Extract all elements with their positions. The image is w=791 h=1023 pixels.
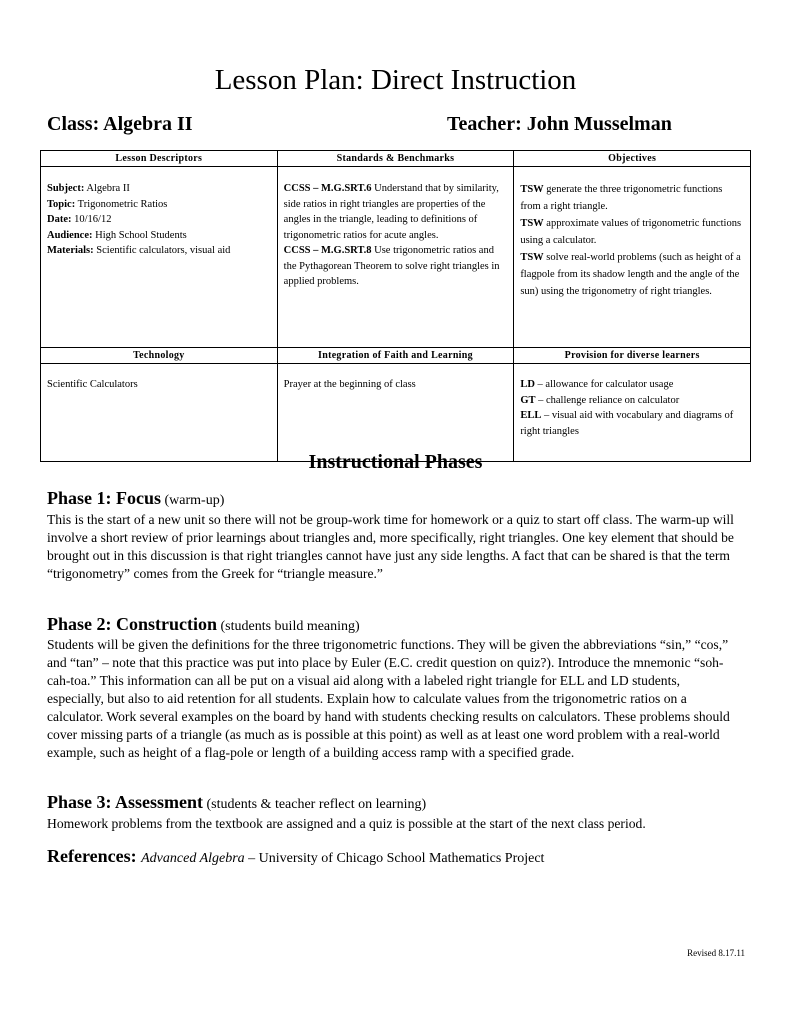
phase-1-heading [47, 488, 224, 509]
technology-cell: Scientific Calculators [41, 364, 278, 462]
teacher-label: Teacher: John Musselman [447, 113, 672, 135]
revised-date: Revised 8.17.11 [687, 948, 745, 958]
cell-value: solve real-world problems (such as height of a flagpole from its shadow length and the angle of the sun) using the trigonometry of right triangles. [520, 252, 741, 297]
cell-line [47, 181, 271, 197]
header-standards: Standards & Benchmarks [277, 151, 514, 167]
cell-line [47, 197, 271, 213]
header-technology: Technology [41, 348, 278, 364]
cell-key: Materials: [47, 245, 94, 256]
cell-value: Scientific calculators, visual aid [93, 245, 231, 256]
class-label: Class: Algebra II [47, 113, 193, 135]
cell-key: Audience: [47, 229, 93, 241]
cell-line [284, 243, 508, 290]
page-title: Lesson Plan: Direct Instruction [214, 64, 577, 96]
cell-value: 10/16/12 [71, 214, 112, 225]
cell-key: Subject: [47, 183, 85, 194]
cell-line [520, 181, 744, 215]
cell-line [520, 215, 744, 249]
header-faith: Integration of Faith and Learning [277, 348, 514, 364]
objectives-cell [514, 167, 751, 348]
lesson-table [40, 150, 751, 462]
phase-title: Phase 3: Assessment [47, 792, 203, 812]
cell-line [520, 393, 744, 409]
phase-2-body: Students will be given the definitions for the three trigonometric functions. They will be given the abbreviations “sin,” “cos,” and “tan” – note that this practice was put into place by Euler (E.C. credit question on quiz?). Introduce the mnemonic “soh-cah-toa.” This information can all be put on a visual aid along with a labeled right triangle for ELL and LD students, especially, but also to aid retention for all students. Explain how to calculate values from the trigonometric ratios on a calculator. Work several examples on the board by hand with students checking results on calculators. These problems should cover missing parts of a triangle (as much as is possible at this point) as well as at least one word problem with a real-world example, such as height of a flag-pole or length of a building access ramp with a specified grade. [47, 637, 730, 760]
cell-key: CCSS – M.G.SRT.6 [283, 183, 372, 194]
phase-title: Phase 2: Construction [47, 614, 217, 634]
instructional-phases-heading: Instructional Phases [308, 451, 483, 473]
cell-value: High School Students [92, 229, 187, 241]
cell-line [47, 243, 271, 259]
cell-value: Use trigonometric ratios and the Pythagorean Theorem to solve right triangles in applied problems. [283, 245, 500, 287]
references-book: Advanced Algebra [141, 851, 245, 866]
phase-3-heading [47, 792, 426, 813]
cell-key: Date: [47, 214, 72, 225]
cell-value: Understand that by similarity, side ratios in right triangles are properties of the angles in the triangle, leading to definitions of trigonometric ratios for acute angles. [283, 183, 499, 241]
descriptors-cell [41, 167, 278, 348]
cell-line [520, 249, 744, 300]
phase-3-body: Homework problems from the textbook are assigned and a quiz is possible at the start of the next class period. [47, 816, 646, 831]
cell-key: TSW [520, 218, 544, 229]
phase-subtitle: (students & teacher reflect on learning) [203, 797, 427, 812]
cell-key: ELL [520, 410, 542, 421]
references [47, 846, 544, 867]
phase-title: Phase 1: Focus [47, 488, 161, 508]
cell-value: approximate values of trigonometric functions using a calculator. [520, 218, 742, 246]
cell-key: GT [520, 394, 536, 406]
cell-key: CCSS – M.G.SRT.8 [283, 245, 372, 256]
cell-value: – visual aid with vocabulary and diagrams of right triangles [520, 410, 734, 437]
cell-key: Topic: [47, 198, 76, 210]
phase-subtitle: (students build meaning) [217, 619, 360, 634]
cell-value: – allowance for calculator usage [534, 379, 674, 390]
header-lesson-descriptors: Lesson Descriptors [41, 151, 278, 167]
phase-2-heading [47, 614, 360, 635]
references-label: References: [47, 846, 137, 866]
phase-1-body: This is the start of a new unit so there will not be group-work time for homework or a quiz to start off class. The warm-up will involve a short review of prior learnings about triangles and, more specifically, right triangles. One key element that should be brought out in this discussion is that right triangles cannot have just any side lengths. A fact that can be shared is that the term “trigonometry” comes from the Greek for “triangle measure.” [47, 512, 734, 581]
header-objectives: Objectives [514, 151, 751, 167]
header-provision: Provision for diverse learners [514, 348, 751, 364]
cell-line [284, 181, 508, 243]
phase-subtitle: (warm-up) [161, 493, 225, 508]
faith-cell: Prayer at the beginning of class [277, 364, 514, 462]
provision-cell [514, 364, 751, 462]
cell-value: – challenge reliance on calculator [535, 394, 680, 406]
cell-line [47, 228, 271, 244]
cell-value: Algebra II [84, 183, 130, 194]
cell-line [47, 212, 271, 228]
cell-key: TSW [520, 252, 544, 263]
cell-key: TSW [520, 184, 544, 195]
cell-line [520, 408, 744, 439]
cell-line [520, 377, 744, 393]
cell-key: LD [520, 379, 535, 390]
cell-value: generate the three trigonometric functions from a right triangle. [520, 184, 723, 212]
cell-value: Trigonometric Ratios [75, 198, 168, 210]
standards-cell [277, 167, 514, 348]
references-rest: – University of Chicago School Mathematics Project [244, 851, 545, 866]
